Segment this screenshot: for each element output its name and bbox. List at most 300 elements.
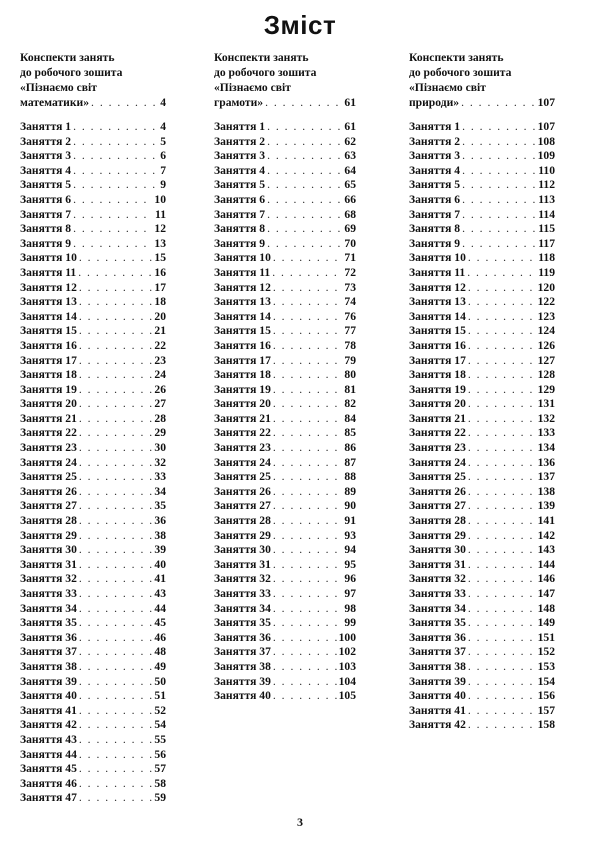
toc-entry-page: 108 xyxy=(537,134,555,148)
toc-entry[interactable] xyxy=(409,266,555,281)
toc-entry-label: Заняття 14 xyxy=(214,309,271,323)
dot-leader xyxy=(79,543,153,558)
dot-leader xyxy=(273,295,343,310)
toc-entry-page: 103 xyxy=(338,659,356,673)
toc-entry[interactable] xyxy=(214,368,356,383)
toc-entry-label: Заняття 26 xyxy=(214,484,271,498)
toc-entry[interactable] xyxy=(214,675,356,690)
toc-entry-label: Заняття 31 xyxy=(409,557,466,571)
toc-entry-page: 94 xyxy=(344,543,356,557)
toc-entry-label: Заняття 2 xyxy=(214,134,266,148)
toc-entry[interactable] xyxy=(20,470,166,485)
toc-entry[interactable] xyxy=(409,602,555,617)
toc-entry[interactable] xyxy=(409,383,555,398)
toc-entry-page: 52 xyxy=(154,703,166,717)
toc-entry-page: 33 xyxy=(154,470,166,484)
toc-entry-page: 82 xyxy=(344,397,356,411)
dot-leader xyxy=(79,631,153,646)
toc-entry[interactable] xyxy=(20,120,166,135)
toc-entry[interactable] xyxy=(214,339,356,354)
toc-entry[interactable] xyxy=(20,178,166,193)
toc-entry[interactable] xyxy=(214,631,356,646)
toc-entry[interactable] xyxy=(409,616,555,631)
dot-leader xyxy=(468,426,536,441)
dot-leader xyxy=(468,529,536,544)
section-heading-line: природи» xyxy=(409,96,460,109)
toc-entry[interactable] xyxy=(409,572,555,587)
toc-entry[interactable] xyxy=(20,543,166,558)
toc-entry-label: Заняття 26 xyxy=(20,484,77,498)
toc-entry[interactable] xyxy=(20,149,166,164)
toc-entry-label: Заняття 5 xyxy=(409,178,461,192)
toc-entry-label: Заняття 20 xyxy=(214,397,271,411)
toc-entry[interactable] xyxy=(409,397,555,412)
toc-entry-page: 40 xyxy=(154,557,166,571)
toc-entry[interactable] xyxy=(409,412,555,427)
toc-entry[interactable] xyxy=(214,412,356,427)
dot-leader xyxy=(468,572,536,587)
toc-entry[interactable] xyxy=(20,164,166,179)
toc-entry[interactable] xyxy=(20,397,166,412)
toc-entry-label: Заняття 4 xyxy=(20,163,72,177)
toc-entry-page: 79 xyxy=(344,353,356,367)
toc-entry[interactable] xyxy=(20,208,166,223)
toc-entry[interactable] xyxy=(20,645,166,660)
toc-entry-label: Заняття 15 xyxy=(20,324,77,338)
toc-entry-label: Заняття 20 xyxy=(20,397,77,411)
toc-entry-page: 141 xyxy=(537,514,555,528)
dot-leader xyxy=(79,339,153,354)
toc-entry[interactable] xyxy=(409,529,555,544)
toc-entry-page: 87 xyxy=(344,455,356,469)
toc-entry-label: Заняття 32 xyxy=(214,572,271,586)
dot-leader xyxy=(468,310,536,325)
dot-leader xyxy=(79,762,153,777)
toc-entry-page: 35 xyxy=(154,499,166,513)
dot-leader xyxy=(272,266,342,281)
toc-entry-label: Заняття 42 xyxy=(409,718,466,732)
toc-entry[interactable] xyxy=(409,193,555,208)
toc-entry[interactable] xyxy=(214,397,356,412)
dot-leader xyxy=(468,514,536,529)
toc-entry-label: Заняття 5 xyxy=(214,178,266,192)
toc-entry-label: Заняття 30 xyxy=(214,543,271,557)
toc-entry[interactable] xyxy=(409,324,555,339)
toc-entry-label: Заняття 12 xyxy=(20,280,77,294)
toc-entry[interactable] xyxy=(214,558,356,573)
toc-entry-page: 74 xyxy=(344,295,356,309)
dot-leader xyxy=(79,281,153,296)
toc-entry[interactable] xyxy=(20,412,166,427)
toc-entry[interactable] xyxy=(214,529,356,544)
toc-entry[interactable] xyxy=(20,558,166,573)
toc-entry[interactable] xyxy=(20,791,166,806)
toc-entry-label: Заняття 16 xyxy=(20,338,77,352)
toc-entry[interactable] xyxy=(20,733,166,748)
toc-entry-page: 136 xyxy=(537,455,555,469)
dot-leader xyxy=(91,95,158,110)
toc-entry-label: Заняття 17 xyxy=(409,353,466,367)
toc-entry-label: Заняття 28 xyxy=(409,514,466,528)
toc-entry[interactable] xyxy=(409,251,555,266)
toc-entry-page: 13 xyxy=(154,236,166,250)
dot-leader xyxy=(462,120,536,135)
toc-entry[interactable] xyxy=(409,558,555,573)
dot-leader xyxy=(468,485,536,500)
toc-entry-label: Заняття 37 xyxy=(20,645,77,659)
dot-leader xyxy=(273,310,343,325)
toc-entry[interactable] xyxy=(20,529,166,544)
toc-entry-label: Заняття 40 xyxy=(409,689,466,703)
toc-entry[interactable] xyxy=(20,660,166,675)
toc-entry-label: Заняття 25 xyxy=(20,470,77,484)
toc-entry-page: 85 xyxy=(344,426,356,440)
toc-entry[interactable] xyxy=(214,295,356,310)
dot-leader xyxy=(79,645,153,660)
toc-entry[interactable] xyxy=(20,354,166,369)
toc-entry[interactable] xyxy=(214,135,356,150)
dot-leader xyxy=(462,164,536,179)
toc-entry[interactable] xyxy=(214,441,356,456)
dot-leader xyxy=(462,222,536,237)
toc-entry[interactable] xyxy=(20,748,166,763)
toc-entry-page: 129 xyxy=(537,382,555,396)
toc-entry[interactable] xyxy=(409,149,555,164)
toc-entry-label: Заняття 29 xyxy=(409,528,466,542)
dot-leader xyxy=(468,470,536,485)
toc-entry[interactable] xyxy=(20,675,166,690)
toc-entry[interactable] xyxy=(409,514,555,529)
toc-entry-page: 69 xyxy=(344,222,356,236)
toc-entry[interactable] xyxy=(20,616,166,631)
dot-leader xyxy=(79,602,153,617)
toc-entry[interactable] xyxy=(20,689,166,704)
toc-entry-label: Заняття 36 xyxy=(20,630,77,644)
toc-entry[interactable] xyxy=(409,660,555,675)
toc-entry[interactable] xyxy=(20,485,166,500)
toc-entry[interactable] xyxy=(409,295,555,310)
toc-entry[interactable] xyxy=(214,499,356,514)
dot-leader xyxy=(267,135,342,150)
dot-leader xyxy=(79,616,153,631)
dot-leader xyxy=(462,208,536,223)
toc-entry-label: Заняття 1 xyxy=(214,120,266,133)
toc-entry-label: Заняття 15 xyxy=(409,324,466,338)
toc-entry-page: 105 xyxy=(338,689,356,703)
toc-entry-page: 86 xyxy=(344,441,356,455)
toc-entry-label: Заняття 12 xyxy=(214,280,271,294)
toc-entry-label: Заняття 16 xyxy=(214,338,271,352)
toc-entry-label: Заняття 5 xyxy=(20,178,72,192)
section-heading-page: 61 xyxy=(344,96,356,109)
dot-leader xyxy=(273,689,337,704)
dot-leader xyxy=(79,470,153,485)
toc-entry[interactable] xyxy=(409,631,555,646)
toc-entry-label: Заняття 22 xyxy=(20,426,77,440)
toc-entry[interactable] xyxy=(409,120,555,135)
toc-entry[interactable] xyxy=(214,310,356,325)
toc-entry-label: Заняття 1 xyxy=(409,120,461,133)
dot-leader xyxy=(273,616,343,631)
toc-entry-page: 6 xyxy=(160,149,166,163)
toc-entry[interactable] xyxy=(409,426,555,441)
toc-entry[interactable] xyxy=(20,777,166,792)
toc-entry[interactable] xyxy=(20,251,166,266)
dot-leader xyxy=(79,514,153,529)
toc-entry[interactable] xyxy=(214,149,356,164)
toc-entry-label: Заняття 13 xyxy=(214,295,271,309)
toc-entry-page: 80 xyxy=(344,368,356,382)
toc-entry[interactable] xyxy=(214,281,356,296)
toc-entry-label: Заняття 34 xyxy=(214,601,271,615)
toc-entry-label: Заняття 29 xyxy=(20,528,77,542)
toc-entry[interactable] xyxy=(20,704,166,719)
section-heading-page: 4 xyxy=(160,96,166,109)
toc-entry-page: 158 xyxy=(537,718,555,732)
toc-entry-page: 49 xyxy=(154,659,166,673)
toc-entry[interactable] xyxy=(409,675,555,690)
toc-entry[interactable] xyxy=(409,339,555,354)
toc-entry-label: Заняття 20 xyxy=(409,397,466,411)
toc-entry[interactable] xyxy=(20,383,166,398)
toc-entry-label: Заняття 14 xyxy=(409,309,466,323)
toc-entry-page: 149 xyxy=(537,616,555,630)
toc-entry-page: 65 xyxy=(344,178,356,192)
toc-entry[interactable] xyxy=(409,441,555,456)
toc-entry[interactable] xyxy=(409,178,555,193)
toc-entry[interactable] xyxy=(20,602,166,617)
toc-entry[interactable] xyxy=(214,543,356,558)
toc-entry[interactable] xyxy=(20,762,166,777)
toc-entry[interactable] xyxy=(214,266,356,281)
toc-entry-page: 23 xyxy=(154,353,166,367)
toc-entry[interactable] xyxy=(409,164,555,179)
toc-entry-page: 58 xyxy=(154,776,166,790)
toc-entry[interactable] xyxy=(409,237,555,252)
toc-entry-label: Заняття 7 xyxy=(214,207,266,221)
toc-entry-label: Заняття 17 xyxy=(20,353,77,367)
toc-entry[interactable] xyxy=(214,572,356,587)
section-heading-line: до робочого зошита xyxy=(214,66,317,79)
toc-entry-page: 48 xyxy=(154,645,166,659)
toc-entry-page: 78 xyxy=(344,338,356,352)
toc-entry[interactable] xyxy=(409,704,555,719)
toc-entry-label: Заняття 9 xyxy=(20,236,72,250)
section-heading-entry[interactable] xyxy=(409,95,555,110)
toc-entry[interactable] xyxy=(214,645,356,660)
toc-entry[interactable] xyxy=(409,587,555,602)
toc-entry[interactable] xyxy=(214,237,356,252)
page-number: 3 xyxy=(297,815,303,829)
dot-leader xyxy=(468,368,536,383)
toc-entry-page: 131 xyxy=(537,397,555,411)
toc-entry-page: 157 xyxy=(537,703,555,717)
toc-entry-label: Заняття 39 xyxy=(409,674,466,688)
toc-entry[interactable] xyxy=(214,208,356,223)
toc-entry-page: 142 xyxy=(537,528,555,542)
toc-entry[interactable] xyxy=(214,660,356,675)
dot-leader xyxy=(73,135,158,150)
toc-entry-page: 12 xyxy=(154,222,166,236)
toc-entry[interactable] xyxy=(214,178,356,193)
dot-leader xyxy=(79,412,153,427)
toc-entry[interactable] xyxy=(20,193,166,208)
dot-leader xyxy=(79,718,153,733)
section-heading-line: Конспекти занять xyxy=(214,51,309,64)
toc-entry-page: 144 xyxy=(537,557,555,571)
toc-column-math xyxy=(20,50,166,806)
toc-entry-page: 89 xyxy=(344,484,356,498)
toc-entry-page: 72 xyxy=(344,265,356,279)
toc-entry[interactable] xyxy=(214,354,356,369)
toc-entry[interactable] xyxy=(409,310,555,325)
dot-leader xyxy=(462,237,536,252)
toc-entry[interactable] xyxy=(20,135,166,150)
toc-entry[interactable] xyxy=(214,587,356,602)
dot-leader xyxy=(79,397,153,412)
toc-entry-label: Заняття 22 xyxy=(214,426,271,440)
toc-entry[interactable] xyxy=(20,587,166,602)
toc-entry[interactable] xyxy=(214,120,356,135)
toc-entry[interactable] xyxy=(409,645,555,660)
toc-entry[interactable] xyxy=(20,237,166,252)
toc-entry-label: Заняття 31 xyxy=(214,557,271,571)
toc-entry[interactable] xyxy=(20,222,166,237)
toc-entry-label: Заняття 34 xyxy=(409,601,466,615)
toc-entry-page: 113 xyxy=(538,192,555,206)
toc-entry-page: 66 xyxy=(344,192,356,206)
dot-leader xyxy=(468,383,536,398)
toc-entry-label: Заняття 21 xyxy=(20,411,77,425)
dot-leader xyxy=(79,748,153,763)
toc-entry-page: 88 xyxy=(344,470,356,484)
toc-entry[interactable] xyxy=(214,222,356,237)
toc-entry-page: 90 xyxy=(344,499,356,513)
dot-leader xyxy=(79,791,153,806)
toc-entry[interactable] xyxy=(214,689,356,704)
dot-leader xyxy=(73,149,158,164)
toc-entry[interactable] xyxy=(20,339,166,354)
dot-leader xyxy=(273,514,343,529)
toc-entry[interactable] xyxy=(409,135,555,150)
toc-entry-page: 102 xyxy=(338,645,356,659)
dot-leader xyxy=(462,178,536,193)
toc-entry[interactable] xyxy=(214,602,356,617)
dot-leader xyxy=(73,120,158,135)
toc-entry[interactable] xyxy=(20,266,166,281)
toc-entry[interactable] xyxy=(20,324,166,339)
toc-entry[interactable] xyxy=(409,281,555,296)
toc-entry[interactable] xyxy=(214,164,356,179)
toc-entry[interactable] xyxy=(409,354,555,369)
toc-entry[interactable] xyxy=(214,456,356,471)
toc-entry[interactable] xyxy=(214,193,356,208)
toc-entry-page: 43 xyxy=(154,587,166,600)
toc-entry-page: 110 xyxy=(538,163,555,177)
toc-entry-page: 15 xyxy=(154,251,166,265)
toc-column-nature xyxy=(409,50,555,733)
dot-leader xyxy=(273,281,343,296)
toc-entry[interactable] xyxy=(409,485,555,500)
toc-entry[interactable] xyxy=(214,383,356,398)
toc-entry-page: 133 xyxy=(537,426,555,440)
toc-entry[interactable] xyxy=(20,718,166,733)
toc-entry[interactable] xyxy=(409,222,555,237)
toc-entry[interactable] xyxy=(214,485,356,500)
dot-leader xyxy=(79,704,153,719)
toc-entry[interactable] xyxy=(20,368,166,383)
toc-entry-label: Заняття 1 xyxy=(20,120,72,133)
toc-entry-page: 104 xyxy=(338,674,356,688)
toc-entry-label: Заняття 42 xyxy=(20,718,77,732)
toc-entry[interactable] xyxy=(409,543,555,558)
toc-entry[interactable] xyxy=(214,616,356,631)
toc-entry[interactable] xyxy=(20,499,166,514)
toc-entry[interactable] xyxy=(20,631,166,646)
toc-entry[interactable] xyxy=(409,368,555,383)
heading-spacer xyxy=(20,110,166,120)
toc-entry-label: Заняття 12 xyxy=(409,280,466,294)
toc-entry[interactable] xyxy=(214,426,356,441)
dot-leader xyxy=(267,208,342,223)
toc-entry[interactable] xyxy=(20,441,166,456)
toc-entry[interactable] xyxy=(409,499,555,514)
toc-entry-label: Заняття 39 xyxy=(20,674,77,688)
toc-entry-page: 39 xyxy=(154,543,166,557)
toc-entry[interactable] xyxy=(20,572,166,587)
dot-leader xyxy=(79,456,153,471)
toc-entry[interactable] xyxy=(214,324,356,339)
heading-spacer xyxy=(409,110,555,120)
toc-entry-page: 137 xyxy=(537,470,555,484)
toc-entry-label: Заняття 19 xyxy=(20,382,77,396)
toc-entry-label: Заняття 6 xyxy=(214,192,266,206)
toc-entry-label: Заняття 47 xyxy=(20,791,77,805)
toc-entry-page: 16 xyxy=(154,265,166,279)
toc-entry[interactable] xyxy=(20,514,166,529)
toc-entry[interactable] xyxy=(20,281,166,296)
toc-entry-page: 70 xyxy=(344,236,356,250)
toc-entry[interactable] xyxy=(20,426,166,441)
toc-entry[interactable] xyxy=(409,689,555,704)
toc-entry-label: Заняття 36 xyxy=(409,630,466,644)
toc-entry[interactable] xyxy=(409,470,555,485)
toc-entry[interactable] xyxy=(409,208,555,223)
dot-leader xyxy=(73,178,158,193)
toc-entry-label: Заняття 11 xyxy=(409,265,466,279)
dot-leader xyxy=(273,397,343,412)
toc-entry-page: 44 xyxy=(154,601,166,615)
toc-entry[interactable] xyxy=(214,470,356,485)
dot-leader xyxy=(79,689,153,704)
toc-entry[interactable] xyxy=(20,456,166,471)
section-heading-page: 107 xyxy=(537,96,555,109)
dot-leader xyxy=(468,660,536,675)
dot-leader xyxy=(79,354,153,369)
toc-entry-label: Заняття 40 xyxy=(214,689,271,703)
toc-entry-page: 55 xyxy=(154,732,166,746)
toc-entry[interactable] xyxy=(20,295,166,310)
toc-entry[interactable] xyxy=(409,456,555,471)
toc-entry[interactable] xyxy=(409,718,555,733)
dot-leader xyxy=(273,660,337,675)
section-heading-entry[interactable] xyxy=(214,95,356,110)
toc-entry[interactable] xyxy=(20,310,166,325)
toc-entry[interactable] xyxy=(214,251,356,266)
toc-entry[interactable] xyxy=(214,514,356,529)
toc-entry-label: Заняття 4 xyxy=(409,163,461,177)
section-heading-entry[interactable] xyxy=(20,95,166,110)
